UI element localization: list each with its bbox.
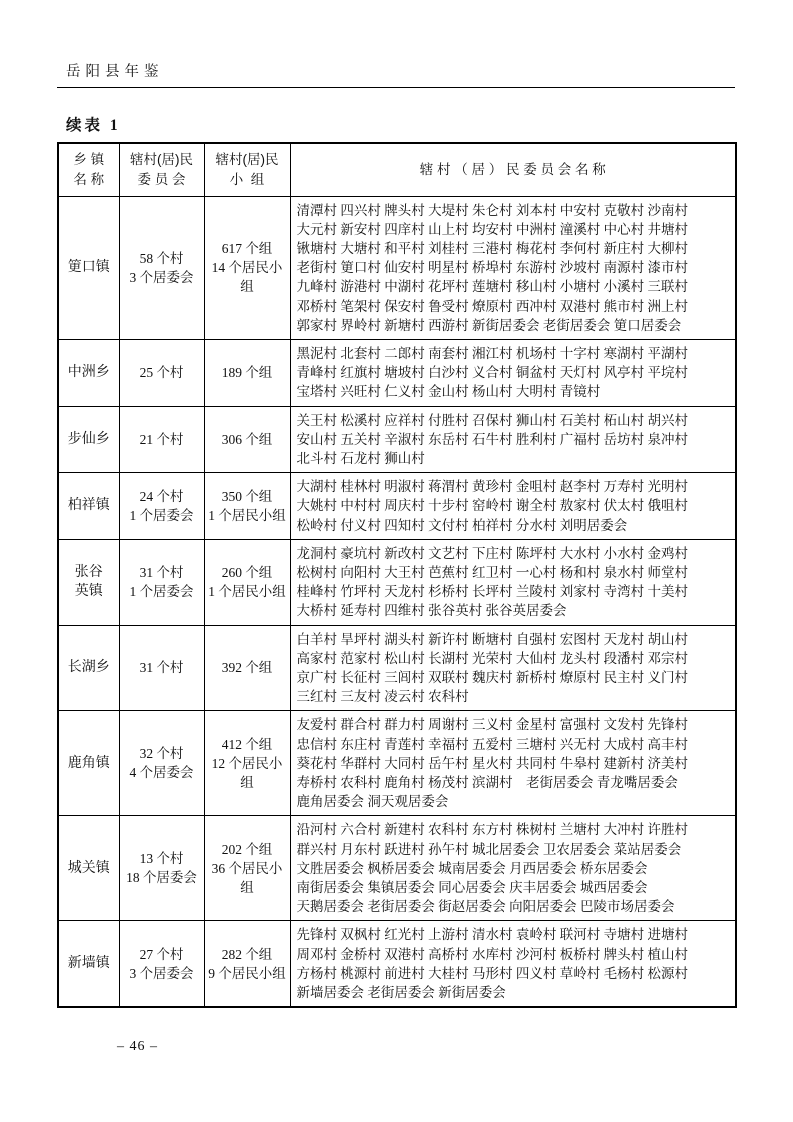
groups-count-cell bbox=[204, 625, 290, 711]
groups-count-cell bbox=[204, 406, 290, 473]
groups-count-cell-line: 1 个居民小组 bbox=[208, 507, 286, 523]
committee-names-cell-line: 安山村 五关村 辛淑村 东岳村 石牛村 胜利村 广福村 岳坊村 泉冲村 bbox=[296, 431, 688, 447]
groups-count-cell-line: 306 个组 bbox=[221, 431, 273, 447]
groups-count-cell-line: 9 个居民小组 bbox=[208, 965, 286, 981]
committee-names-cell-line: 黑泥村 北套村 二郎村 南套村 湘江村 机场村 十字村 寒湖村 平湖村 bbox=[296, 345, 688, 361]
committees-count-cell-line: 58 个村 bbox=[139, 250, 184, 266]
groups-count-cell bbox=[204, 473, 290, 540]
header-township-name bbox=[58, 143, 119, 196]
committee-names-cell-line: 葵花村 华群村 大同村 岳午村 星火村 共同村 牛皋村 建新村 济美村 bbox=[296, 755, 688, 771]
groups-count-cell-line: 202 个组 bbox=[221, 841, 273, 857]
groups-count-cell bbox=[204, 816, 290, 921]
header-line: 辖村(居)民 bbox=[215, 151, 279, 167]
table-row bbox=[58, 539, 736, 625]
committees-count-cell bbox=[119, 921, 204, 1007]
committees-count-cell bbox=[119, 625, 204, 711]
groups-count-cell-line: 350 个组 bbox=[221, 488, 273, 504]
committee-names-cell bbox=[290, 625, 736, 711]
committee-names-cell-line: 方杨村 桃源村 前进村 大桂村 马形村 四义村 草岭村 毛杨村 松源村 bbox=[296, 965, 688, 981]
committees-count-cell bbox=[119, 473, 204, 540]
committees-count-cell bbox=[119, 711, 204, 816]
committee-names-cell-line: 三红村 三友村 凌云村 农科村 bbox=[296, 689, 469, 705]
committee-names-cell-line: 龙洞村 豪坑村 新改村 文艺村 下庄村 陈坪村 大水村 小水村 金鸡村 bbox=[296, 545, 688, 561]
committees-count-cell-line: 31 个村 bbox=[139, 660, 184, 676]
committee-names-cell-line: 大湖村 桂林村 明淑村 蒋渭村 黄珍村 金咀村 赵李村 万寿村 光明村 bbox=[296, 479, 688, 495]
committee-names-cell bbox=[290, 196, 736, 339]
committee-names-cell-line: 大桥村 延寿村 四维村 张谷英村 张谷英居委会 bbox=[296, 603, 567, 619]
table-row bbox=[58, 473, 736, 540]
committee-names-cell-line: 周邓村 金桥村 双港村 高桥村 水库村 沙河村 板桥村 牌头村 植山村 bbox=[296, 946, 688, 962]
committee-names-cell-line: 锹塘村 大塘村 和平村 刘桂村 三港村 梅花村 李何村 新庄村 大柳村 bbox=[296, 240, 688, 256]
committee-names-cell-line: 文胜居委会 枫桥居委会 城南居委会 月西居委会 桥东居委会 bbox=[296, 860, 648, 876]
table-caption: 续表 1 bbox=[66, 117, 121, 134]
township-name-cell bbox=[58, 473, 119, 540]
header-village-committees bbox=[119, 143, 204, 196]
groups-count-cell bbox=[204, 339, 290, 406]
header-line: 名 称 bbox=[73, 171, 105, 187]
committees-count-cell-line: 31 个村 bbox=[139, 565, 184, 581]
running-head-title: 岳阳县年鉴 bbox=[66, 64, 164, 80]
table-row bbox=[58, 816, 736, 921]
table-row bbox=[58, 406, 736, 473]
committee-names-cell bbox=[290, 711, 736, 816]
committee-names-cell-line: 高家村 范家村 松山村 长湖村 光荣村 大仙村 龙头村 段潘村 邓宗村 bbox=[296, 650, 688, 666]
table-row bbox=[58, 625, 736, 711]
header-line: 辖 村 （ 居 ） 民 委 员 会 名 称 bbox=[419, 161, 606, 177]
groups-count-cell bbox=[204, 539, 290, 625]
groups-count-cell-line: 12 个居民小组 bbox=[211, 755, 283, 790]
committees-count-cell bbox=[119, 816, 204, 921]
groups-count-cell-line: 282 个组 bbox=[221, 946, 273, 962]
committee-names-cell-line: 九峰村 游港村 中湖村 花坪村 莲塘村 移山村 小塘村 小溪村 三联村 bbox=[296, 279, 688, 295]
committee-names-cell-line: 沿河村 六合村 新建村 农科村 东方村 株树村 兰塘村 大冲村 许胜村 bbox=[296, 822, 688, 838]
committee-names-cell-line: 清潭村 四兴村 牌头村 大堤村 朱仑村 刘本村 中安村 克敬村 沙南村 bbox=[296, 202, 688, 218]
table-row bbox=[58, 711, 736, 816]
committees-count-cell-line: 3 个居委会 bbox=[129, 269, 194, 285]
committee-names-cell-line: 鹿角居委会 洞天观居委会 bbox=[296, 794, 449, 810]
groups-count-cell-line: 617 个组 bbox=[221, 241, 273, 257]
committee-names-cell-line: 松树村 向阳村 大王村 芭蕉村 红卫村 一心村 杨和村 泉水村 师堂村 bbox=[296, 564, 688, 580]
township-name-cell bbox=[58, 339, 119, 406]
committee-names-cell-line: 大元村 新安村 四庠村 山上村 均安村 中洲村 潼溪村 中心村 井塘村 bbox=[296, 221, 688, 237]
groups-count-cell-line: 260 个组 bbox=[221, 565, 273, 581]
committees-count-cell bbox=[119, 196, 204, 339]
header-line: 小 组 bbox=[229, 171, 265, 187]
township-name-cell bbox=[58, 406, 119, 473]
committees-count-cell-line: 13 个村 bbox=[139, 851, 184, 867]
township-name-cell-line: 鹿角镇 bbox=[67, 755, 110, 771]
table-header-row bbox=[58, 143, 736, 196]
committee-names-cell-line: 邓桥村 笔架村 保安村 鲁受村 燎原村 西冲村 双港村 熊市村 洲上村 bbox=[296, 298, 688, 314]
table-row bbox=[58, 921, 736, 1007]
committee-names-cell-line: 白羊村 旱坪村 湖头村 新许村 断塘村 自强村 宏图村 天龙村 胡山村 bbox=[296, 631, 688, 647]
township-name-cell-line: 筻口镇 bbox=[67, 260, 110, 276]
committees-count-cell-line: 32 个村 bbox=[139, 746, 184, 762]
township-name-cell-line: 柏祥镇 bbox=[67, 498, 110, 514]
committees-count-cell-line: 25 个村 bbox=[139, 365, 184, 381]
committee-names-cell-line: 青峰村 红旗村 塘坡村 白沙村 义合村 铜盆村 天灯村 风亭村 平垸村 bbox=[296, 365, 688, 381]
table-body bbox=[58, 196, 736, 1007]
header-village-groups bbox=[204, 143, 290, 196]
committee-names-cell bbox=[290, 473, 736, 540]
committee-names-cell-line: 忠信村 东庄村 青莲村 幸福村 五爱村 三塘村 兴无村 大成村 高丰村 bbox=[296, 736, 688, 752]
groups-count-cell-line: 189 个组 bbox=[221, 365, 273, 381]
committee-names-cell-line: 天鹅居委会 老街居委会 街赵居委会 向阳居委会 巴陵市场居委会 bbox=[296, 899, 675, 915]
header-committee-names bbox=[290, 143, 736, 196]
table-row bbox=[58, 196, 736, 339]
township-name-cell-line: 张谷 bbox=[74, 565, 103, 581]
committee-names-cell-line: 桂峰村 竹坪村 天龙村 杉桥村 长坪村 兰陵村 刘家村 寺湾村 十美村 bbox=[296, 584, 688, 600]
committees-count-cell bbox=[119, 539, 204, 625]
committee-names-cell-line: 友爱村 群合村 群力村 周谢村 三义村 金星村 富强村 文发村 先锋村 bbox=[296, 717, 688, 733]
page-number: – 46 – bbox=[117, 1039, 158, 1054]
township-name-cell-line: 城关镇 bbox=[67, 860, 110, 876]
committees-count-cell bbox=[119, 406, 204, 473]
township-name-cell-line: 新墙镇 bbox=[67, 956, 110, 972]
table-row bbox=[58, 339, 736, 406]
committees-count-cell-line: 1 个居委会 bbox=[129, 584, 194, 600]
township-name-cell-line: 步仙乡 bbox=[67, 431, 110, 447]
committees-count-cell bbox=[119, 339, 204, 406]
committee-names-cell-line: 寿桥村 农科村 鹿角村 杨茂村 滨湖村 老街居委会 青龙嘴居委会 bbox=[296, 774, 678, 790]
committee-names-cell-line: 大姚村 中村村 周庆村 十步村 窑岭村 谢全村 敖家村 伏太村 俄咀村 bbox=[296, 498, 688, 514]
groups-count-cell-line: 1 个居民小组 bbox=[208, 584, 286, 600]
groups-count-cell-line: 14 个居民小组 bbox=[211, 260, 283, 295]
committee-names-cell bbox=[290, 921, 736, 1007]
header-line: 辖村(居)民 bbox=[130, 151, 193, 167]
groups-count-cell bbox=[204, 711, 290, 816]
committee-names-cell-line: 老街村 筻口村 仙安村 明星村 桥埠村 东游村 沙坡村 南源村 漆市村 bbox=[296, 260, 688, 276]
township-name-cell-line: 中洲乡 bbox=[67, 365, 110, 381]
township-table bbox=[57, 142, 737, 1008]
committee-names-cell-line: 先锋村 双枫村 红光村 上游村 清水村 袁岭村 联河村 寺塘村 进塘村 bbox=[296, 927, 688, 943]
committees-count-cell-line: 3 个居委会 bbox=[129, 965, 194, 981]
committee-names-cell bbox=[290, 539, 736, 625]
township-name-cell bbox=[58, 625, 119, 711]
township-name-cell bbox=[58, 921, 119, 1007]
committee-names-cell-line: 京广村 长征村 三闾村 双联村 魏庆村 新桥村 燎原村 民主村 义门村 bbox=[296, 669, 688, 685]
committee-names-cell-line: 北斗村 石龙村 狮山村 bbox=[296, 450, 425, 466]
header-rule bbox=[57, 87, 735, 88]
committee-names-cell bbox=[290, 339, 736, 406]
groups-count-cell-line: 412 个组 bbox=[221, 736, 273, 752]
committee-names-cell-line: 松岭村 付义村 四知村 文付村 柏祥村 分水村 刘明居委会 bbox=[296, 517, 628, 533]
committee-names-cell-line: 宝塔村 兴旺村 仁义村 金山村 杨山村 大明村 青镜村 bbox=[296, 384, 601, 400]
committee-names-cell-line: 郭家村 界岭村 新塘村 西游村 新街居委会 老街居委会 筻口居委会 bbox=[296, 317, 682, 333]
township-name-cell bbox=[58, 816, 119, 921]
committees-count-cell-line: 24 个村 bbox=[139, 488, 184, 504]
township-name-cell-line: 长湖乡 bbox=[67, 660, 110, 676]
committee-names-cell bbox=[290, 816, 736, 921]
township-name-cell bbox=[58, 539, 119, 625]
table-header bbox=[58, 143, 736, 196]
committee-names-cell bbox=[290, 406, 736, 473]
township-name-cell-line: 英镇 bbox=[74, 584, 103, 600]
committees-count-cell-line: 21 个村 bbox=[139, 431, 184, 447]
committees-count-cell-line: 1 个居委会 bbox=[129, 507, 194, 523]
committees-count-cell-line: 18 个居委会 bbox=[126, 870, 197, 886]
township-name-cell bbox=[58, 196, 119, 339]
committee-names-cell-line: 群兴村 月东村 跃进村 孙午村 城北居委会 卫农居委会 菜站居委会 bbox=[296, 841, 682, 857]
committee-names-cell-line: 新墙居委会 老街居委会 新街居委会 bbox=[296, 985, 506, 1001]
township-name-cell bbox=[58, 711, 119, 816]
committee-names-cell-line: 关王村 松溪村 应祥村 付胜村 召保村 狮山村 石美村 柘山村 胡兴村 bbox=[296, 412, 688, 428]
committees-count-cell-line: 27 个村 bbox=[139, 946, 184, 962]
groups-count-cell-line: 392 个组 bbox=[221, 660, 273, 676]
header-line: 乡 镇 bbox=[73, 151, 105, 167]
groups-count-cell bbox=[204, 196, 290, 339]
committees-count-cell-line: 4 个居委会 bbox=[129, 765, 194, 781]
groups-count-cell-line: 36 个居民小组 bbox=[211, 860, 283, 895]
committee-names-cell-line: 南街居委会 集镇居委会 同心居委会 庆丰居委会 城西居委会 bbox=[296, 880, 648, 895]
groups-count-cell bbox=[204, 921, 290, 1007]
header-line: 委 员 会 bbox=[137, 171, 186, 187]
